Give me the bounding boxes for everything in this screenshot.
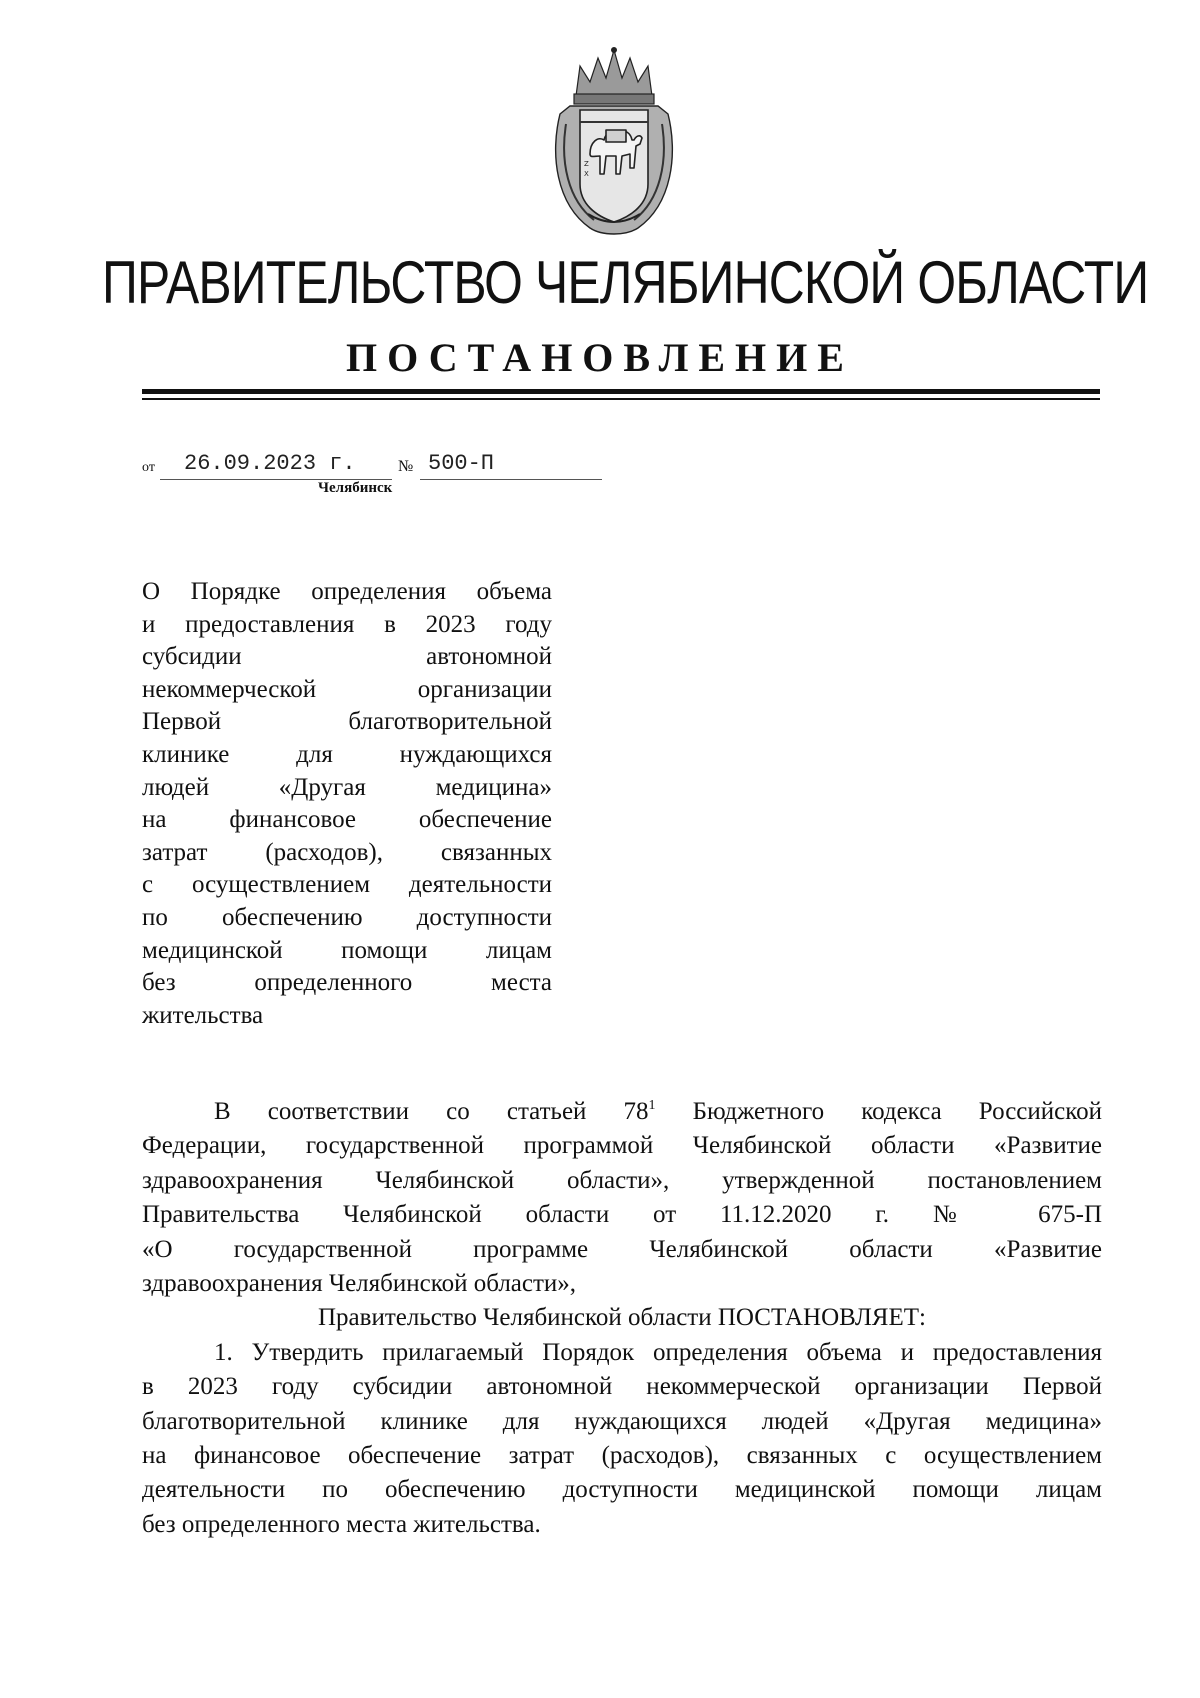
subject-line: медицинской помощи лицам [142,936,552,964]
item1-line: на финансовое обеспечение затрат (расходов), связанных с осуществлением [142,1441,1102,1469]
preamble-line: Правительства Челябинской области от 11.12.2020 г. № 675-П [142,1201,1102,1229]
item1-line: в 2023 году субсидии автономной некоммерческой организации Первой [142,1373,1102,1401]
number-underline [420,479,602,480]
number-label: № [398,458,414,475]
subject-line: людей «Другая медицина» [142,773,552,801]
preamble-text: Бюджетного кодекса Российской [655,1098,1103,1125]
item1-line: деятельности по обеспечению доступности медицинской помощи лицам [142,1476,1102,1504]
subject-line: клинике для нуждающихся [142,740,552,768]
subject-line: затрат (расходов), связанных [142,838,552,866]
subject-line: субсидии автономной [142,643,552,671]
item1-line: 1. Утвердить прилагаемый Порядок определения объема и предоставления [214,1338,1102,1366]
subject-line: на финансовое обеспечение [142,806,552,834]
subject-line: некоммерческой организации [142,675,552,703]
item1-line: благотворительной клинике для нуждающихся людей «Другая медицина» [142,1407,1102,1435]
subject-line: без определенного места [142,969,552,997]
document-body [142,1095,1102,1542]
header-rule-thick [142,389,1100,394]
preamble-line: «О государственной программе Челябинской области «Развитие [142,1235,1102,1263]
document-number: 500-П [428,451,495,476]
svg-text:Z: Z [584,160,589,168]
subject-line: по обеспечению доступности [142,903,552,931]
preamble-text: В соответствии со статьей 78 [214,1098,649,1125]
preamble-line: здравоохранения Челябинской области», утвержденной постановлением [142,1166,1102,1194]
preamble-line: Федерации, государственной программой Челябинской области «Развитие [142,1132,1102,1160]
document-subject [142,576,552,1032]
date-from-label: от [142,460,155,475]
government-name: ПРАВИТЕЛЬСТВО ЧЕЛЯБИНСКОЙ ОБЛАСТИ [102,249,1149,316]
svg-text:X: X [584,170,589,178]
subject-line: Первой благотворительной [142,708,552,736]
dateline [142,446,602,480]
resolves-line: Правительство Челябинской области ПОСТАНОВЛЯЕТ: [318,1304,926,1332]
preamble-line: здравоохранения Челябинской области», [142,1269,577,1297]
subject-line: с осуществлением деятельности [142,871,552,899]
article-superscript: 1 [648,1098,656,1113]
header-rule-thin [142,398,1100,400]
subject-line: и предоставления в 2023 году [142,610,552,638]
document-type: ПОСТАНОВЛЕНИЕ [346,335,854,380]
chelyabinsk-coat-of-arms-icon [550,44,678,240]
city-name: Челябинск [318,480,393,496]
document-date: 26.09.2023 г. [184,451,356,476]
subject-line: О Порядке определения объема [142,578,552,605]
preamble-line [142,1095,1102,1129]
item1-line: без определенного места жительства. [142,1510,541,1538]
subject-line: жительства [142,1001,264,1029]
